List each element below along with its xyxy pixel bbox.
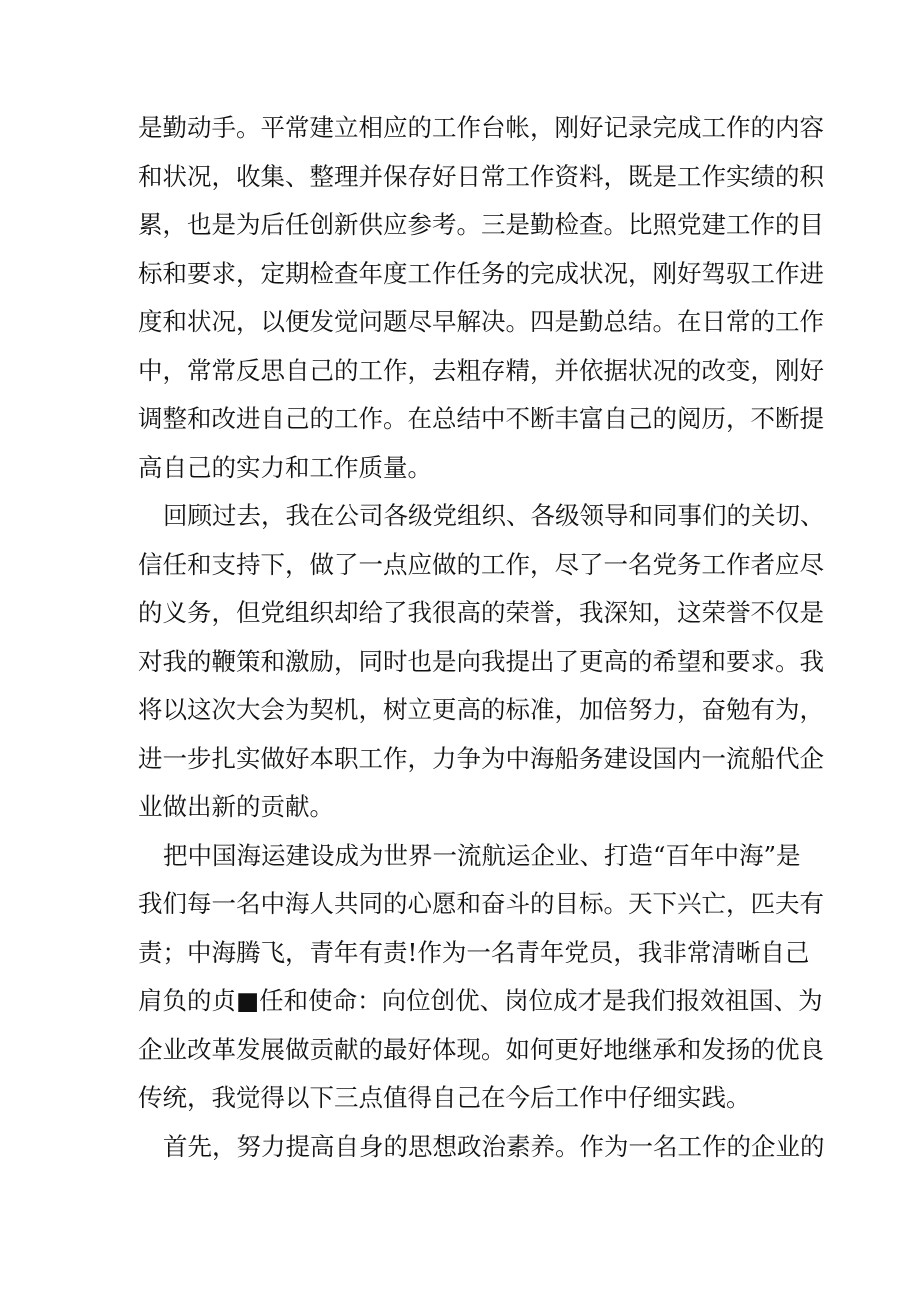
text-line: 企业改革发展做贡献的最好体现。如何更好地继承和发扬的优良	[138, 1034, 824, 1064]
text-line: 的义务，但党组织却给了我很高的荣誉，我深知，这荣誉不仅是	[138, 598, 824, 627]
text-line: 标和要求，定期检查年度工作任务的完成状况，刚好驾驭工作进	[138, 258, 824, 288]
text-line: 回顾过去，我在公司各级党组织、各级领导和同事们的关切、	[163, 501, 825, 530]
text-line: 首先，努力提高自身的思想政治素养。作为一名工作的企业的	[163, 1131, 825, 1161]
document-body	[138, 104, 825, 1171]
text-line: 将以这次大会为契机，树立更高的标准，加倍努力，奋勉有为，	[138, 695, 824, 724]
text-line: 把中国海运建设成为世界一流航运企业、打造“百年中海”是	[163, 840, 801, 870]
text-line: 信任和支持下，做了一点应做的工作，尽了一名党务工作者应尽	[138, 549, 824, 579]
text-line: 调整和改进自己的工作。在总结中不断丰富自己的阅历，不断提	[138, 404, 824, 433]
text-line: 累，也是为后任创新供应参考。三是勤检查。比照党建工作的目	[138, 210, 824, 239]
paragraph	[138, 492, 825, 832]
text-line: 对我的鞭策和激励，同时也是向我提出了更高的希望和要求。我	[138, 646, 824, 676]
text-line: 和状况，收集、整理并保存好日常工作资料，既是工作实绩的积	[138, 161, 824, 191]
text-line: 中，常常反思自己的工作，去粗存精，并依据状况的改变，刚好	[138, 355, 824, 385]
text-line: 肩负的贞■任和使命：向位创优、岗位成才是我们报效祖国、为	[138, 986, 823, 1015]
paragraph	[138, 832, 824, 1123]
text-line: 是勤动手。平常建立相应的工作台帐，刚好记录完成工作的内容	[138, 113, 824, 142]
text-line: 传统，我觉得以下三点值得自己在今后工作中仔细实践。	[138, 1083, 751, 1112]
text-line: 我们每一名中海人共同的心愿和奋斗的目标。天下兴亡，匹夫有	[138, 889, 824, 918]
paragraph	[138, 1123, 825, 1172]
text-line: 高自己的实力和工作质量。	[138, 452, 432, 482]
text-line: 责；中海腾飞，青年有责!作为一名青年党员，我非常清晰自己	[138, 937, 810, 967]
text-line: 进一步扎实做好本职工作，力争为中海船务建设国内一流船代企	[138, 743, 824, 773]
text-line: 业做出新的贡献。	[138, 792, 334, 821]
paragraph	[138, 104, 824, 492]
text-line: 度和状况，以便发觉问题尽早解决。四是勤总结。在日常的工作	[138, 307, 824, 336]
